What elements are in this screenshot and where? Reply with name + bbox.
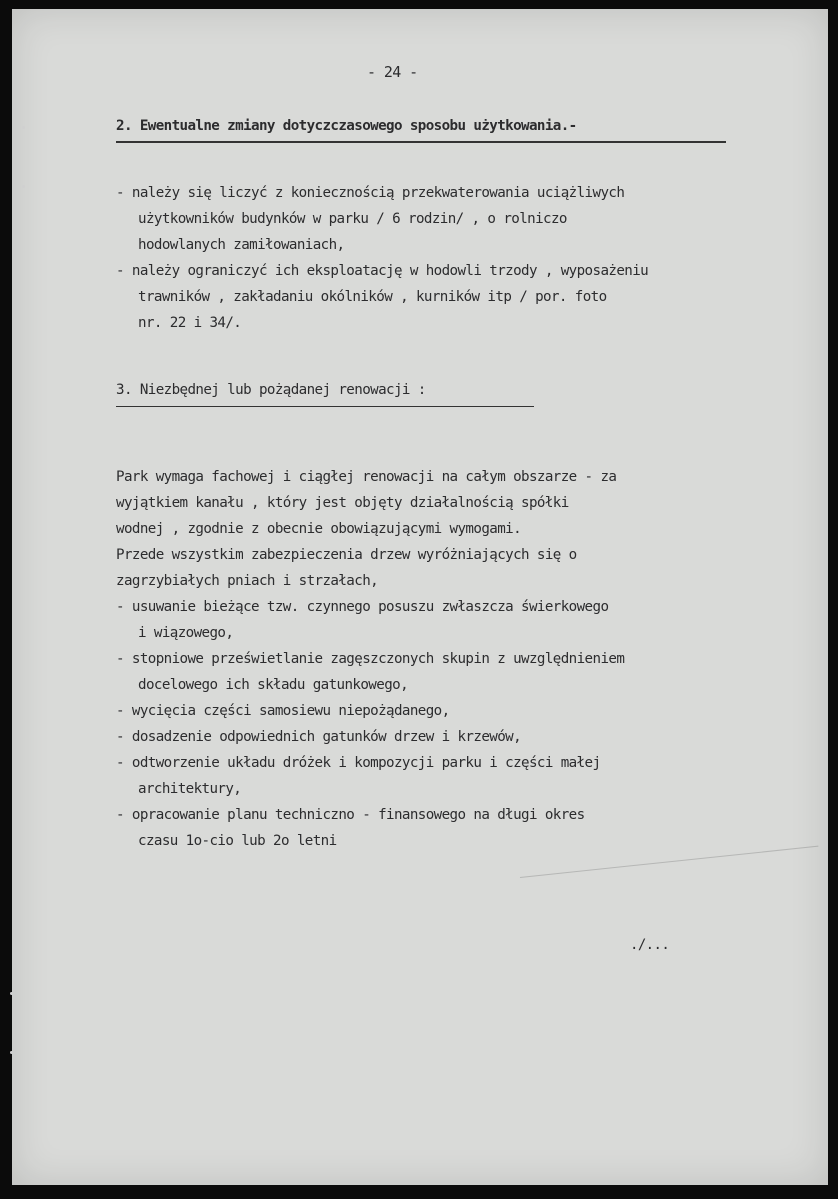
section-3-line: i wiązowego, [138, 625, 234, 641]
section-2-line: nr. 22 i 34/. [138, 315, 242, 331]
section-3-line: architektury, [138, 781, 242, 797]
section-3-line: - stopniowe prześwietlanie zagęszczonych skupin z uwzględnieniem [116, 651, 625, 667]
section-3-line: wyjątkiem kanału , który jest objęty działalnością spółki [116, 495, 569, 511]
section-2-line: trawników , zakładaniu okólników , kurników itp / por. foto [138, 289, 607, 305]
section-3-line: Przede wszystkim zabezpieczenia drzew wyróżniających się o [116, 547, 577, 563]
section-3-line: - opracowanie planu techniczno - finansowego na długi okres [116, 807, 585, 823]
section-3-line: zagrzybiałych pniach i strzałach, [116, 573, 379, 589]
section-2-line: - należy się liczyć z koniecznością przekwaterowania uciążliwych [116, 185, 625, 201]
section-3-line: - odtworzenie układu dróżek i kompozycji parku i części małej [116, 755, 601, 771]
section-2-line: - należy ograniczyć ich eksploatację w hodowli trzody , wyposażeniu [116, 263, 649, 279]
section-2-line: hodowlanych zamiłowaniach, [138, 237, 345, 253]
section-3-line: docelowego ich składu gatunkowego, [138, 677, 409, 693]
continuation-marker: ./... [630, 937, 670, 953]
binding-hole-mark [22, 126, 25, 129]
binding-hole-mark [22, 185, 25, 188]
section-2-underline [116, 141, 726, 143]
section-3-heading: 3. Niezbędnej lub pożądanej renowacji : [116, 382, 426, 398]
section-2-heading: 2. Ewentualne zmiany dotyczczasowego sposobu użytkowania.- [116, 118, 577, 134]
binding-hole-mark [10, 1051, 13, 1054]
section-3-line: - wycięcia części samosiewu niepożądanego, [116, 703, 450, 719]
section-3-line: czasu 1o-cio lub 2o letni [138, 833, 337, 849]
section-3-underline [116, 406, 534, 407]
section-3-line: - usuwanie bieżące tzw. czynnego posuszu zwłaszcza świerkowego [116, 599, 609, 615]
section-3-line: Park wymaga fachowej i ciągłej renowacji na całym obszarze - za [116, 469, 617, 485]
section-3-line: - dosadzenie odpowiednich gatunków drzew i krzewów, [116, 729, 522, 745]
binding-hole-mark [10, 992, 13, 995]
section-2-line: użytkowników budynków w parku / 6 rodzin/ , o rolniczo [138, 211, 567, 227]
page-number: - 24 - [367, 63, 418, 81]
section-3-line: wodnej , zgodnie z obecnie obowiązującymi wymogami. [116, 521, 522, 537]
